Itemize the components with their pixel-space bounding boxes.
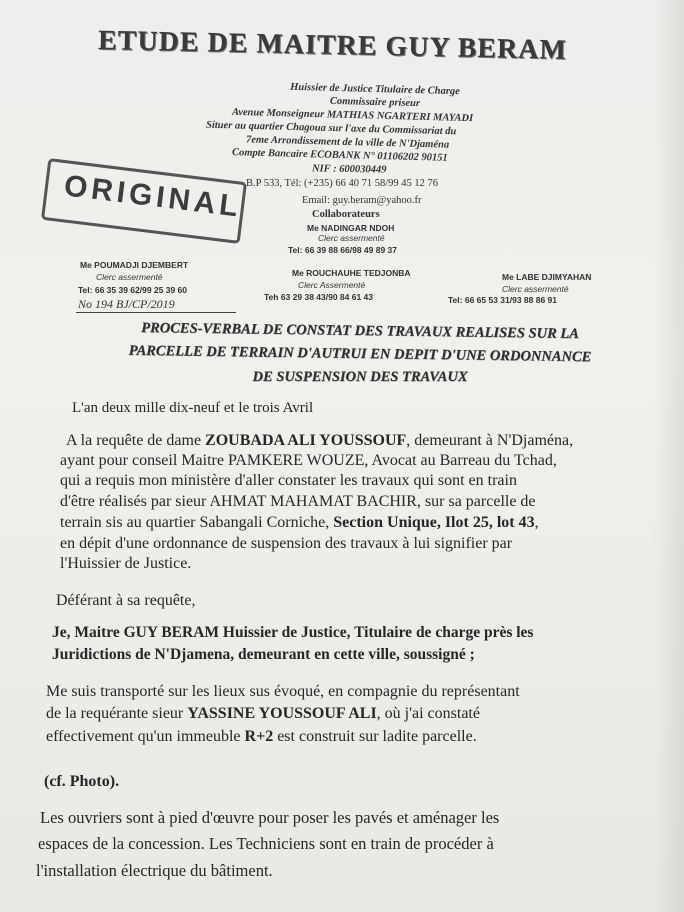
office-title: ETUDE DE MAITRE GUY BERAM [97, 24, 568, 66]
p2-line: Déférant à sa requête, [56, 592, 196, 609]
building-type: R+2 [244, 728, 274, 745]
collab-3-name: Me LABE DJIMYAHAN [502, 272, 592, 282]
p1-line-1: A la requête de dame ZOUBADA ALI YOUSSOUF, demeurant à N'Djaména, [66, 432, 574, 449]
p3-line-2: Juridictions de N'Djamena, demeurant en cette ville, soussigné ; [52, 646, 475, 663]
p1-line-5: terrain sis au quartier Sabangali Corniche, Section Unique, Ilot 25, lot 43, [60, 514, 539, 531]
p4-line-1: Me suis transporté sur les lieux sus évoqué, en compagnie du représentant [46, 683, 520, 700]
collab-1-tel: Tel: 66 35 39 62/99 25 39 60 [78, 285, 188, 295]
header-line-5: 7eme Arrondissement de la ville de N'Djaména [245, 134, 450, 151]
p6-line-2: espaces de la concession. Les Techniciens sont en train de procéder à [38, 834, 494, 853]
reference-number: No 194 BJ/CP/2019 [78, 297, 175, 311]
collab-1-role: Clerc assermenté [96, 272, 163, 282]
header-email: Email: guy.beram@yahoo.fr [302, 195, 422, 206]
collab-3-tel: Tel: 66 65 53 31/93 88 86 91 [448, 295, 558, 305]
header-line-8: B.P 533, Tél: (+235) 66 40 71 58/99 45 12 76 [246, 178, 439, 189]
collab-main-role: Clerc assermenté [318, 233, 385, 243]
pv-title-line-2: PARCELLE DE TERRAIN D'AUTRUI EN DEPIT D'UNE ORDONNANCE [128, 342, 592, 366]
collab-1-name: Me POUMADJI DJEMBERT [80, 260, 189, 270]
p4-line-3: effectivement qu'un immeuble R+2 est construit sur ladite parcelle. [46, 728, 477, 745]
header-line-2: Commissaire priseur [329, 95, 421, 110]
header-line-7: NIF : 600030449 [311, 163, 387, 176]
p6-line-1: Les ouvriers sont à pied d'œuvre pour poser les pavés et aménager les [40, 808, 500, 827]
p1-line-7: l'Huissier de Justice. [60, 555, 192, 572]
p3-line-1: Je, Maitre GUY BERAM Huissier de Justice, Titulaire de charge près les [52, 624, 534, 641]
p4-line-2: de la requérante sieur YASSINE YOUSSOUF ALI, où j'ai constaté [46, 705, 480, 722]
p1-line-4: d'être réalisés par sieur AHMAT MAHAMAT BACHIR, sur sa parcelle de [60, 493, 536, 510]
page-shadow [654, 0, 684, 912]
requester-name: ZOUBADA ALI YOUSSOUF [205, 432, 407, 449]
collab-title: Collaborateurs [312, 209, 380, 220]
header-line-6: Compte Bancaire ECOBANK N° 01106202 90151 [231, 147, 448, 164]
collab-2-name: Me ROUCHAUHE TEDJONBA [292, 268, 411, 278]
parcel-reference: Section Unique, Ilot 25, lot 43 [333, 514, 535, 531]
date-line: L'an deux mille dix-neuf et le trois Avril [72, 400, 314, 416]
collab-main-name: Me NADINGAR NDOH [307, 223, 395, 233]
header-line-1: Huissier de Justice Titulaire de Charge [290, 81, 460, 98]
pv-title-line-1: PROCES-VERBAL DE CONSTAT DES TRAVAUX REALISES SUR LA [141, 319, 579, 343]
collab-main-tel: Tel: 66 39 88 66/98 49 89 37 [288, 245, 398, 255]
original-stamp [41, 158, 247, 244]
p1-line-2: ayant pour conseil Maitre PAMKERE WOUZE, Avocat au Barreau du Tchad, [60, 452, 557, 469]
header-line-4: Situer au quartier Chagoua sur l'axe du Commissariat du [205, 119, 457, 138]
collab-3-role: Clerc assermenté [502, 284, 569, 294]
representative-name: YASSINE YOUSSOUF ALI [187, 705, 377, 722]
stamp-text: ORIGINAL [62, 169, 244, 224]
p1-line-6: en dépit d'une ordonnance de suspension des travaux à lui signifier par [60, 535, 513, 552]
p5-line: (cf. Photo). [44, 773, 120, 790]
p6-line-3: l'installation électrique du bâtiment. [36, 861, 273, 880]
pv-title-line-3: DE SUSPENSION DES TRAVAUX [252, 369, 468, 385]
reference-underline [76, 312, 236, 313]
collab-2-tel: Teh 63 29 38 43/90 84 61 43 [264, 292, 374, 302]
collab-2-role: Clerc Assermenté [298, 280, 366, 290]
header-line-3: Avenue Monseigneur MATHIAS NGARTERI MAYADI [231, 106, 474, 125]
p1-line-3: qui a requis mon ministère d'aller constater les travaux qui sont en train [60, 472, 517, 489]
